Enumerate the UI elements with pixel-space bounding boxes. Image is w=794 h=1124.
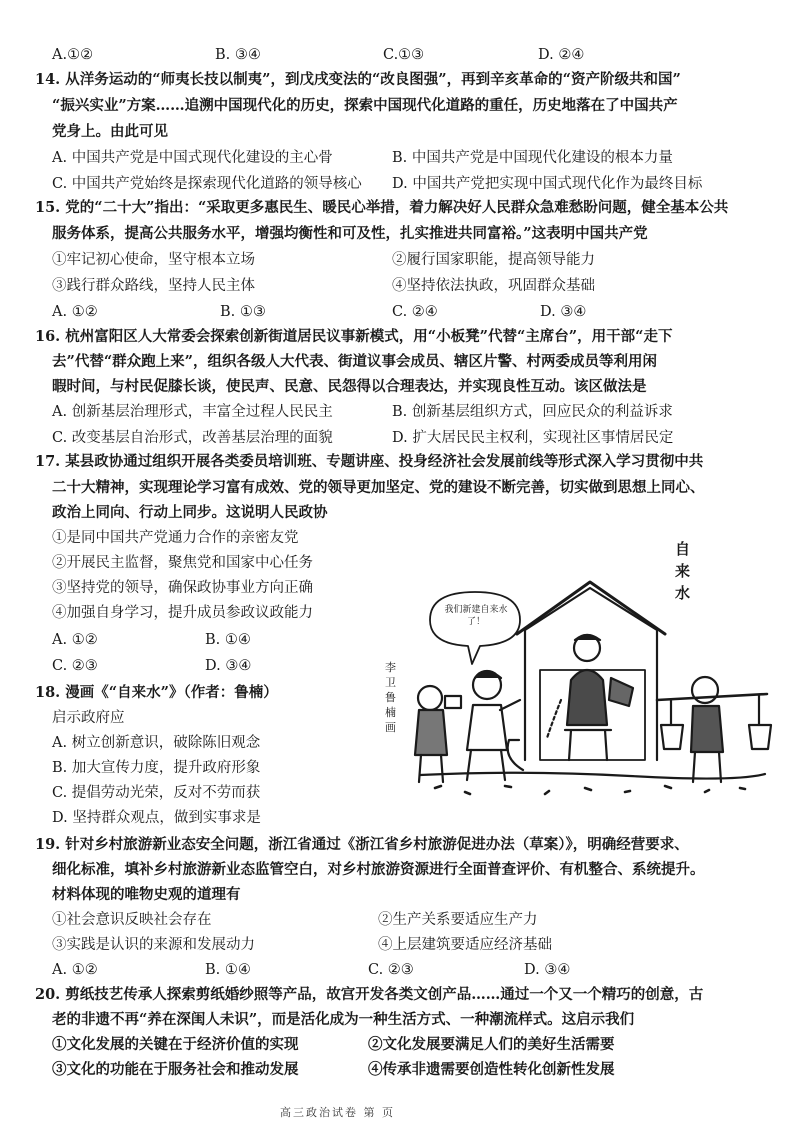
q15-item-1: ①牢记初心使命，坚守根本立场 bbox=[52, 252, 255, 268]
q16-option-a: A. 创新基层治理形式，丰富全过程人民民主 bbox=[52, 404, 333, 420]
q20-item-4: ④传承非遗需要创造性转化创新性发展 bbox=[368, 1061, 615, 1078]
q17-item-3: ③坚持党的领导，确保政协事业方向正确 bbox=[52, 580, 313, 596]
q16-option-d: D. 扩大居民民主权利，实现社区事情居民定 bbox=[392, 430, 674, 446]
q15-option-c: C. ②④ bbox=[392, 304, 438, 320]
q15-option-a: A. ①② bbox=[52, 304, 98, 320]
q17-item-2: ②开展民主监督，聚焦党和国家中心任务 bbox=[52, 555, 313, 571]
q13-option-b: B. ③④ bbox=[215, 47, 261, 63]
q17-stem-line-2: 二十大精神，实现理论学习富有成效、党的领导更加坚定、党的建设不断完善，切实做到思想上同心、 bbox=[52, 479, 705, 496]
q20-stem-line-1: 20. 剪纸技艺传承人探索剪纸婚纱照等产品，故宫开发各类文创产品……通过一个又一个精巧的创意，古 bbox=[35, 986, 704, 1003]
q17-option-d: D. ③④ bbox=[205, 658, 252, 674]
q19-item-1: ①社会意识反映社会存在 bbox=[52, 912, 212, 928]
q16-stem-line-1: 16. 杭州富阳区人大常委会探索创新街道居民议事新模式，用“小板凳”代替“主席台”，用干部“走下 bbox=[35, 328, 673, 345]
q17-item-4: ④加强自身学习，提升成员参政议政能力 bbox=[52, 605, 313, 621]
q14-option-b: B. 中国共产党是中国现代化建设的根本力量 bbox=[392, 150, 673, 166]
q17-option-c: C. ②③ bbox=[52, 658, 98, 674]
cartoon-title: 自来水 bbox=[675, 540, 691, 602]
q16-stem-line-2: 去”代替“群众跑上来”，组织各级人大代表、街道议事会成员、辖区片警、村两委成员等利用闲 bbox=[52, 353, 658, 370]
q18-option-a: A. 树立创新意识，破除陈旧观念 bbox=[52, 735, 261, 751]
q18-stem-line-1: 18. 漫画《“自来水”》（作者：鲁楠） bbox=[35, 684, 278, 701]
q19-stem-line-3: 材料体现的唯物史观的道理有 bbox=[52, 886, 241, 903]
q15-stem-line-2: 服务体系，提高公共服务水平，增强均衡性和可及性，扎实推进共同富裕。”这表明中国共产党 bbox=[52, 225, 648, 242]
q20-stem-line-2: 老的非遗不再“养在深闺人未识”，而是活化成为一种生活方式、一种潮流样式。这启示我们 bbox=[52, 1011, 635, 1028]
q16-option-b: B. 创新基层组织方式，回应民众的利益诉求 bbox=[392, 404, 673, 420]
q17-stem-line-1: 17. 某县政协通过组织开展各类委员培训班、专题讲座、投身经济社会发展前线等形式深入学习贯彻中共 bbox=[35, 453, 704, 470]
q14-option-c: C. 中国共产党始终是探索现代化道路的领导核心 bbox=[52, 176, 362, 192]
q19-item-4: ④上层建筑要适应经济基础 bbox=[378, 937, 552, 953]
q19-item-3: ③实践是认识的来源和发展动力 bbox=[52, 937, 255, 953]
q19-stem-line-1: 19. 针对乡村旅游新业态安全问题，浙江省通过《浙江省乡村旅游促进办法（草案）》，明确经营要求、 bbox=[35, 836, 689, 853]
q17-item-1: ①是同中国共产党通力合作的亲密友党 bbox=[52, 530, 299, 546]
q15-item-4: ④坚持依法执政，巩固群众基础 bbox=[392, 278, 595, 294]
q17-stem-line-3: 政治上同向、行动上同步。这说明人民政协 bbox=[52, 504, 328, 521]
q18-option-d: D. 坚持群众观点，做到实事求是 bbox=[52, 810, 261, 826]
q13-option-d: D. ②④ bbox=[538, 47, 585, 63]
q19-option-b: B. ①④ bbox=[205, 962, 251, 978]
cartoon-author: 李卫 鲁楠画 bbox=[385, 661, 396, 734]
q15-option-b: B. ①③ bbox=[220, 304, 266, 320]
q13-option-a: A.①② bbox=[52, 47, 94, 63]
q14-stem-line-2: “振兴实业”方案……追溯中国现代化的历史，探索中国现代化道路的重任，历史地落在了中国共产 bbox=[52, 97, 678, 114]
q15-item-3: ③践行群众路线，坚持人民主体 bbox=[52, 278, 255, 294]
q17-option-b: B. ①④ bbox=[205, 632, 251, 648]
q18-option-b: B. 加大宣传力度，提升政府形象 bbox=[52, 760, 261, 776]
q19-option-d: D. ③④ bbox=[524, 962, 571, 978]
q20-item-3: ③文化的功能在于服务社会和推动发展 bbox=[52, 1061, 299, 1078]
q19-item-2: ②生产关系要适应生产力 bbox=[378, 912, 538, 928]
q18-stem-line-2: 启示政府应 bbox=[52, 710, 125, 726]
cartoon-speech-bubble: 我们新建自来水了！ bbox=[444, 605, 508, 627]
q19-option-c: C. ②③ bbox=[368, 962, 414, 978]
page-footer: 高三政治试卷 第 页 bbox=[280, 1106, 395, 1119]
q15-stem-line-1: 15. 党的“二十大”指出：“采取更多惠民生、暖民心举措，着力解决好人民群众急难愁盼问题，健全基本公共 bbox=[35, 199, 729, 216]
q20-item-1: ①文化发展的关键在于经济价值的实现 bbox=[52, 1036, 299, 1053]
q15-item-2: ②履行国家职能，提高领导能力 bbox=[392, 252, 595, 268]
q16-option-c: C. 改变基层自治形式，改善基层治理的面貌 bbox=[52, 430, 333, 446]
q16-stem-line-3: 暇时间，与村民促膝长谈，使民声、民意、民怨得以合理表达，并实现良性互动。该区做法是 bbox=[52, 378, 647, 395]
q17-option-a: A. ①② bbox=[52, 632, 98, 648]
q19-option-a: A. ①② bbox=[52, 962, 98, 978]
q19-stem-line-2: 细化标准，填补乡村旅游新业态监管空白，对乡村旅游资源进行全面普查评价、有机整合、系统提升。 bbox=[52, 861, 705, 878]
q15-option-d: D. ③④ bbox=[540, 304, 587, 320]
q18-option-c: C. 提倡劳动光荣，反对不劳而获 bbox=[52, 785, 261, 801]
q14-option-d: D. 中国共产党把实现中国式现代化作为最终目标 bbox=[392, 176, 703, 192]
cartoon-illustration bbox=[375, 520, 775, 820]
q20-item-2: ②文化发展要满足人们的美好生活需要 bbox=[368, 1036, 615, 1053]
q14-option-a: A. 中国共产党是中国式现代化建设的主心骨 bbox=[52, 150, 333, 166]
q14-stem-line-3: 党身上。由此可见 bbox=[52, 123, 168, 140]
q13-option-c: C.①③ bbox=[383, 47, 425, 63]
cartoon-drawing bbox=[375, 520, 775, 820]
q14-stem-line-1: 14. 从洋务运动的“师夷长技以制夷”，到戊戌变法的“改良图强”，再到辛亥革命的“资产阶级共和国” bbox=[35, 71, 681, 88]
